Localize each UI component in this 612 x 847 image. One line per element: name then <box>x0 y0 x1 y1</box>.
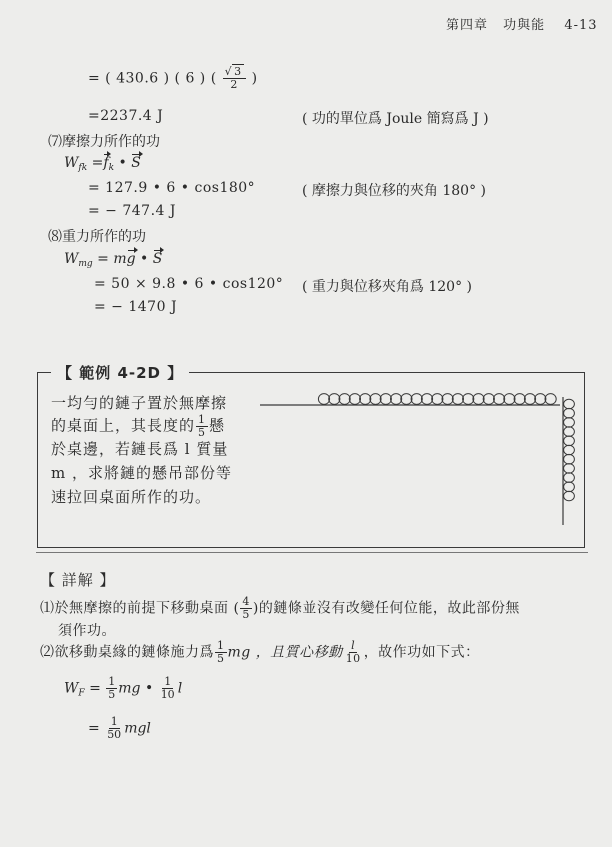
section-divider <box>36 552 588 553</box>
running-header <box>446 14 598 33</box>
chain-link <box>421 394 432 405</box>
chain-link <box>391 394 402 405</box>
solution-p2: ⑵欲移動桌緣的鏈條施力爲 $\frac{1}{5}$ mg ，且質心移動 $\frac{l}{10}$ ，故作功如下式： <box>40 639 480 665</box>
chain-link <box>514 394 525 405</box>
gravity-note: ( 重力與位移夾角爲 120° ) <box>302 279 472 295</box>
problem-line-3: 於桌邊，若鏈長爲 l 質量 <box>51 440 229 458</box>
chain-link <box>545 394 556 405</box>
chain-link <box>360 394 371 405</box>
problem-line-1: 一均勻的鏈子置於無摩擦 <box>51 394 228 412</box>
chain-link <box>494 394 505 405</box>
chain-link <box>370 394 381 405</box>
chain-link <box>564 408 575 418</box>
solution-title: 【 詳解 】 <box>40 571 116 589</box>
chain-link <box>564 399 575 409</box>
calc-line-1: = ( 430.6 ) ( 6 ) ( $\frac{√ 3}{2}$ ) <box>88 65 258 91</box>
chain-link <box>452 394 463 405</box>
chain-link <box>564 482 575 492</box>
chain-link <box>564 491 575 501</box>
gravity-heading: ⑻重力所作的功 <box>48 229 146 245</box>
friction-line-3: = − 747.4 J <box>88 203 177 219</box>
chain-link <box>564 445 575 455</box>
chain-link <box>564 473 575 483</box>
chain-link <box>535 394 546 405</box>
chain-link <box>411 394 422 405</box>
chapter-label: 第四章 <box>446 18 489 33</box>
problem-line-5: 速拉回桌面所作的功。 <box>51 488 212 506</box>
friction-line-2: = 127.9 • 6 • cos180° <box>88 180 256 196</box>
chain-link <box>564 436 575 446</box>
chain-link <box>564 418 575 428</box>
friction-note: ( 摩擦力與位移的夾角 180° ) <box>302 183 486 199</box>
chain-link <box>432 394 443 405</box>
chapter-title: 功與能 <box>503 18 546 33</box>
chain-link <box>349 394 360 405</box>
chain-link <box>339 394 350 405</box>
calc-line-2: =2237.4 J <box>88 108 164 124</box>
chain-link <box>524 394 535 405</box>
problem-line-2: 的桌面上，其長度的 $\frac{1}{5}$ 懸 <box>51 413 226 439</box>
calc-note-1: ( 功的單位爲 Joule 簡寫爲 J ) <box>302 111 489 127</box>
chain-link <box>564 427 575 437</box>
chain-link <box>564 454 575 464</box>
gravity-line-2: = 50 × 9.8 • 6 • cos120° <box>94 276 284 292</box>
chain-link <box>483 394 494 405</box>
chain-link <box>380 394 391 405</box>
gravity-line-3: = − 1470 J <box>94 299 178 315</box>
example-title: 【 範例 4-2D 】 <box>51 362 189 383</box>
chain-table-diagram <box>260 385 580 530</box>
chain-link <box>504 394 515 405</box>
chain-link <box>401 394 412 405</box>
work-equation-1: $W_F$ = $\frac{1}{5}$ mg • $\frac{1}{10}$ l <box>64 675 183 701</box>
friction-heading: ⑺摩擦力所作的功 <box>48 134 160 150</box>
chain-link <box>442 394 453 405</box>
chain-link <box>463 394 474 405</box>
chain-hanging <box>564 399 575 501</box>
work-equation-2: = $\frac{1}{50}$ mgl <box>88 715 151 741</box>
chain-link <box>318 394 329 405</box>
gravity-formula: $W_{mg}$ = mg • S <box>64 251 163 269</box>
friction-formula: $W_{fk} =f_k$ • S <box>64 155 141 173</box>
problem-line-4: m ，求將鏈的懸吊部份等 <box>51 464 232 482</box>
solution-p1-cont: 須作功。 <box>58 623 116 639</box>
chain-link <box>329 394 340 405</box>
sqrt3-over-2: $\frac{√ 3}{2}$ <box>223 66 246 91</box>
chain-link <box>564 464 575 474</box>
page-number: 4-13 <box>564 18 598 33</box>
chain-link <box>473 394 484 405</box>
solution-p1: ⑴於無摩擦的前提下移動桌面 ( $\frac{4}{5}$ )的鏈條並沒有改變任何位能，故此部份無 <box>40 595 520 621</box>
chain-horizontal <box>318 394 556 405</box>
